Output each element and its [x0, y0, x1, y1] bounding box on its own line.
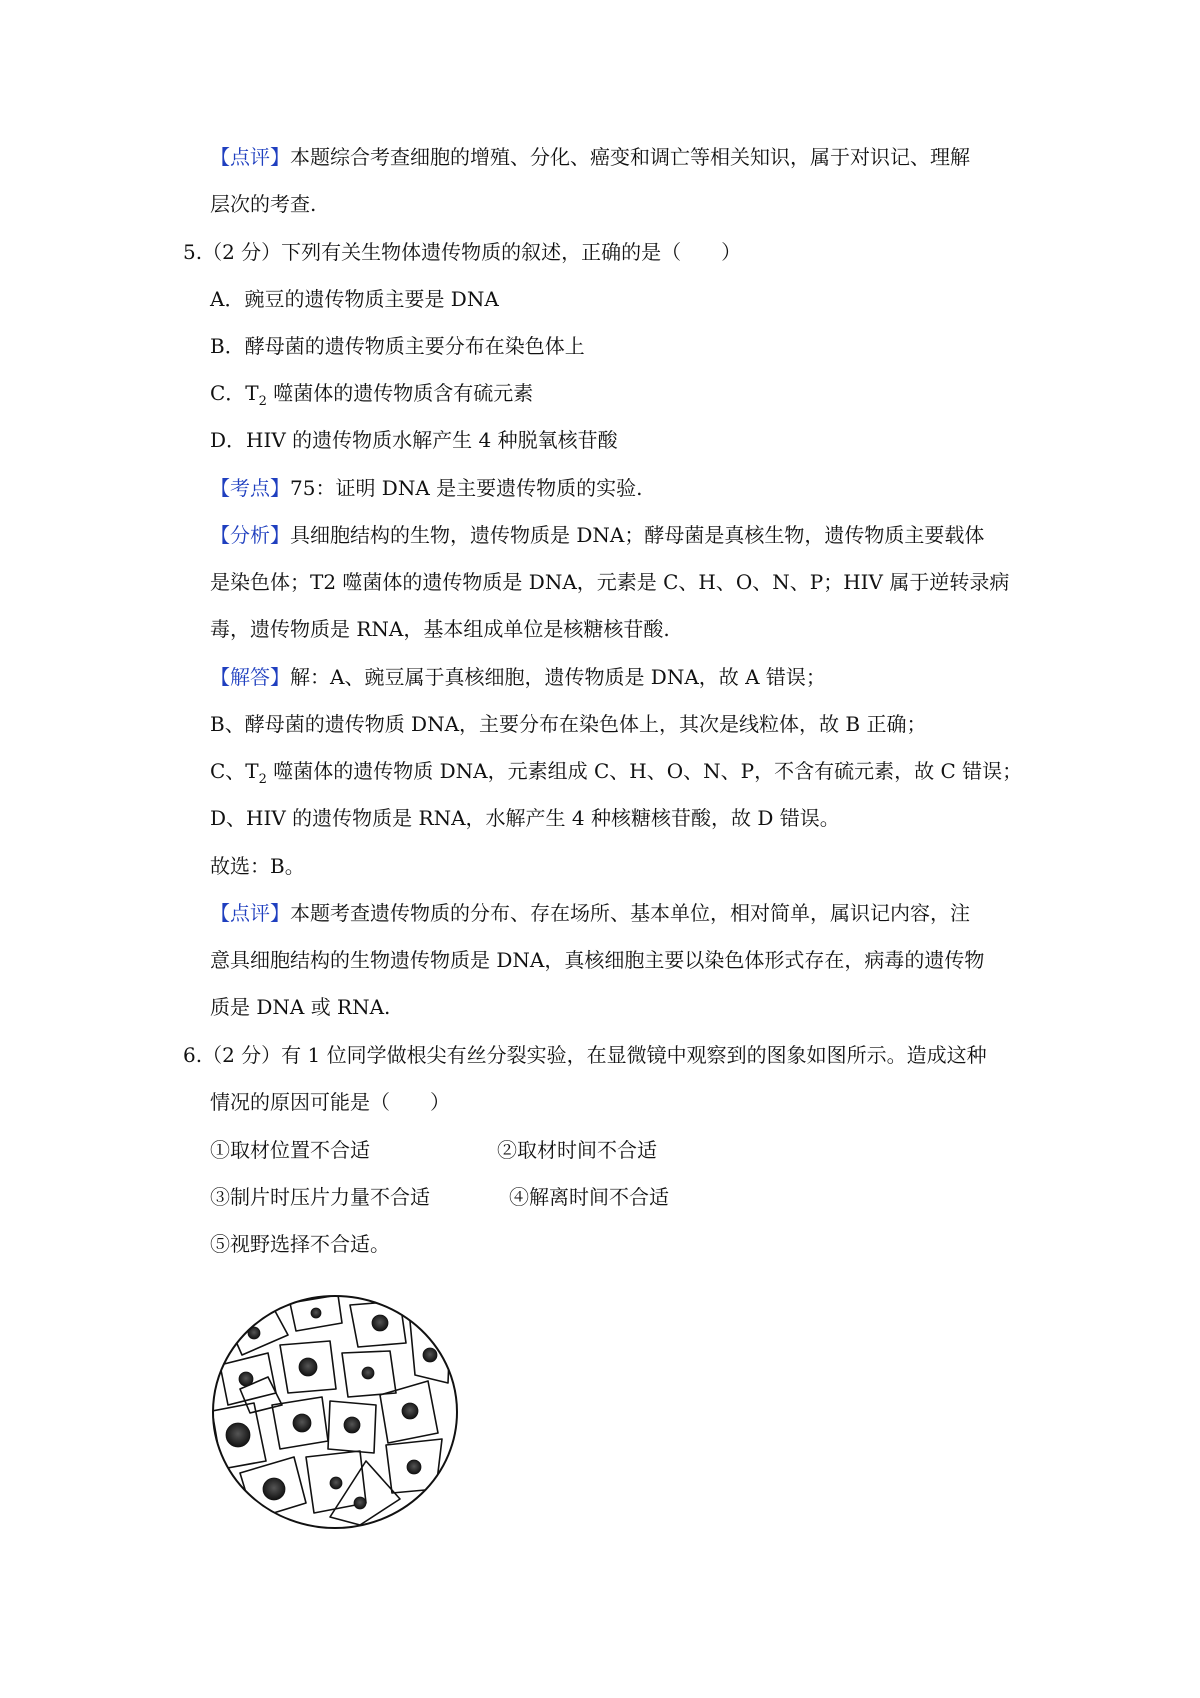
q5-jieda-c-prefix: C、T [210, 759, 259, 783]
q6-option-1: ①取材位置不合适 [210, 1138, 370, 1162]
q6-option-4: ④解离时间不合适 [509, 1185, 669, 1209]
cell-nucleus [293, 1414, 311, 1432]
cell-nucleus [344, 1417, 360, 1433]
cell-nucleus [299, 1358, 317, 1376]
q5-fenxi-line-1 [210, 521, 984, 549]
q5-jieda-c-subscript: 2 [258, 772, 267, 787]
cell-nucleus [330, 1477, 342, 1489]
dianping-text: 本题考查遗传物质的分布、存在场所、基本单位，相对简单，属识记内容，注 [290, 901, 970, 925]
cell-nucleus [226, 1423, 250, 1447]
q5-fenxi-line-2: 是染色体；T2 噬菌体的遗传物质是 DNA，元素是 C、H、O、N、P；HIV 属于逆转录病 [210, 570, 1010, 594]
kaodian-text: 75：证明 DNA 是主要遗传物质的实验. [290, 476, 643, 500]
dianping-tag: 【点评】 [210, 901, 290, 925]
kaodian-tag: 【考点】 [210, 476, 290, 500]
comment-tag: 【点评】 [210, 145, 290, 169]
cell-nucleus [311, 1308, 321, 1318]
q5-jieda-b: B、酵母菌的遗传物质 DNA，主要分布在染色体上，其次是线粒体，故 B 正确； [210, 712, 927, 736]
q5-answer: 故选：B。 [210, 854, 305, 878]
cell-nucleus [402, 1403, 418, 1419]
comment-text: 本题综合考查细胞的增殖、分化、癌变和调亡等相关知识，属于对识记、理解 [290, 145, 970, 169]
q5-jieda-c [210, 757, 1022, 794]
q5-jieda-line-1 [210, 663, 826, 691]
cell-nucleus [354, 1497, 366, 1509]
q5-jieda-c-text: 噬菌体的遗传物质 DNA，元素组成 C、H、O、N、P，不含有硫元素，故 C 错误； [266, 759, 1023, 783]
q5-option-c-text: 噬菌体的遗传物质含有硫元素 [266, 381, 534, 405]
q5-option-c [210, 379, 533, 416]
q5-dianping-line-1 [210, 899, 970, 927]
q6-option-3: ③制片时压片力量不合适 [210, 1185, 430, 1209]
cell-nucleus [372, 1315, 388, 1331]
q6-stem-line-2: 情况的原因可能是（ ） [210, 1090, 450, 1114]
fenxi-tag: 【分析】 [210, 523, 290, 547]
q5-stem: 5.（2 分）下列有关生物体遗传物质的叙述，正确的是（ ） [183, 240, 742, 264]
cell-nucleus [423, 1348, 437, 1362]
q5-dianping-line-3: 质是 DNA 或 RNA. [210, 995, 391, 1019]
fenxi-text: 具细胞结构的生物，遗传物质是 DNA；酵母菌是真核生物，遗传物质主要载体 [290, 523, 985, 547]
cell-nucleus [407, 1460, 421, 1474]
q5-option-c-prefix: C．T [210, 381, 259, 405]
q6-option-2: ②取材时间不合适 [497, 1138, 657, 1162]
jieda-text: 解：A、豌豆属于真核细胞，遗传物质是 DNA，故 A 错误； [290, 665, 826, 689]
q5-fenxi-line-3: 毒，遗传物质是 RNA，基本组成单位是核糖核苷酸. [210, 617, 670, 641]
q5-option-a: A．豌豆的遗传物质主要是 DNA [210, 287, 499, 311]
q5-option-b: B．酵母菌的遗传物质主要分布在染色体上 [210, 334, 585, 358]
q5-option-c-subscript: 2 [258, 394, 267, 409]
cell-nucleus [263, 1478, 285, 1500]
jieda-tag: 【解答】 [210, 665, 290, 689]
microscope-field-figure [210, 1293, 460, 1531]
q5-dianping-line-2: 意具细胞结构的生物遗传物质是 DNA，真核细胞主要以染色体形式存在，病毒的遗传物 [210, 948, 985, 972]
q6-option-5: ⑤视野选择不合适。 [210, 1232, 390, 1256]
q5-option-d: D．HIV 的遗传物质水解产生 4 种脱氧核苷酸 [210, 428, 618, 452]
q5-jieda-d: D、HIV 的遗传物质是 RNA，水解产生 4 种核糖核苷酸，故 D 错误。 [210, 806, 840, 830]
q4-comment-line-1 [210, 143, 970, 171]
cell-nucleus [362, 1367, 374, 1379]
cell-nucleus [239, 1372, 253, 1386]
q6-stem-line-1: 6.（2 分）有 1 位同学做根尖有丝分裂实验，在显微镜中观察到的图象如图所示。造成这种 [183, 1043, 987, 1067]
q5-kaodian [210, 474, 643, 502]
q4-comment-line-2: 层次的考查. [210, 192, 317, 216]
